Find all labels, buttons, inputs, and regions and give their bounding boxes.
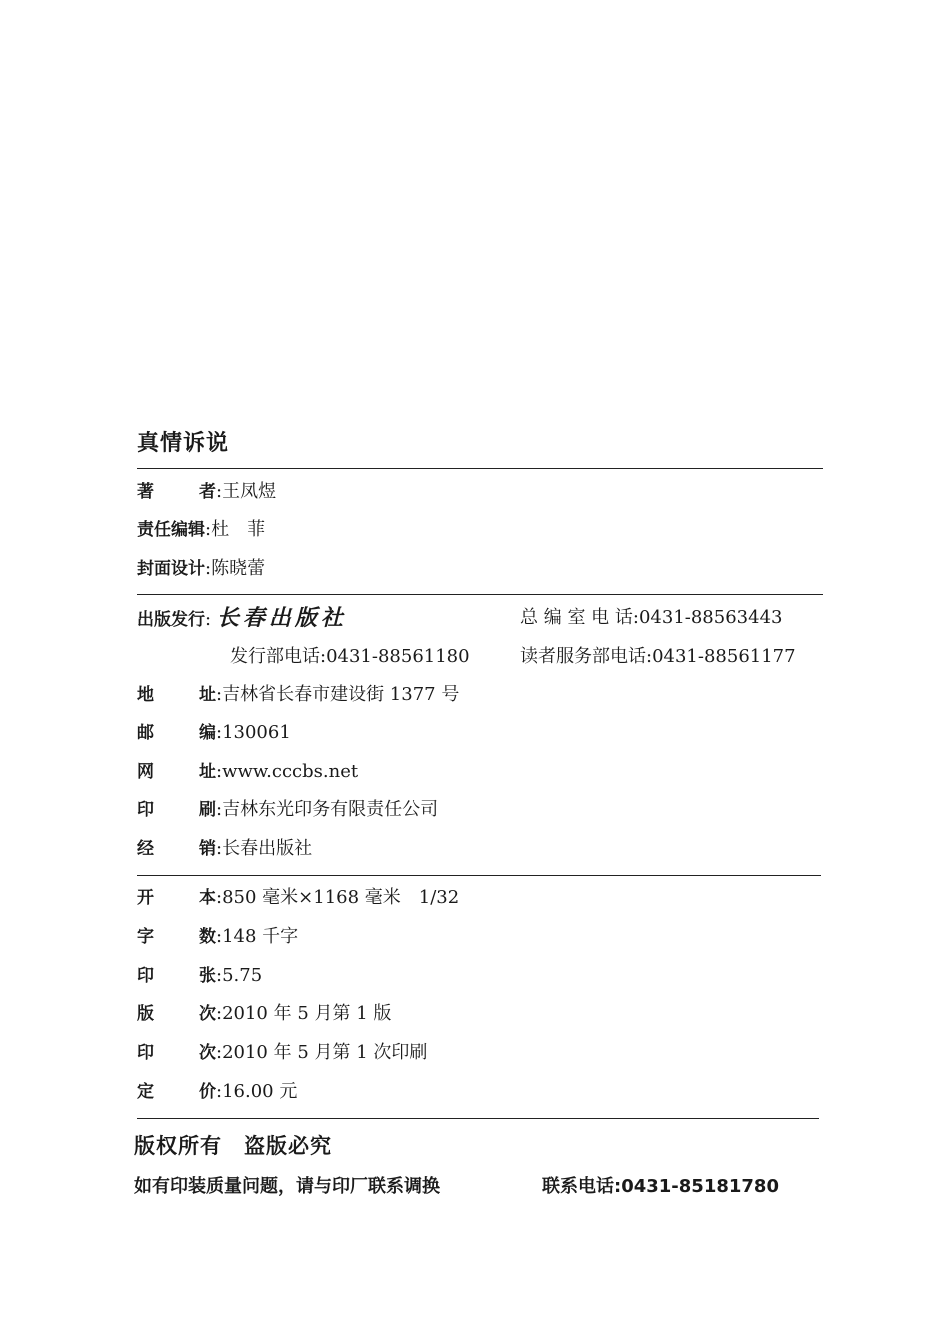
postcode-label-b: 编 bbox=[199, 723, 216, 743]
format-label-b: 本 bbox=[199, 888, 216, 908]
divider-specs bbox=[137, 1118, 819, 1119]
printer-value: 吉林东光印务有限责任公司 bbox=[222, 799, 439, 820]
word-count-value: 148 千字 bbox=[222, 926, 299, 947]
address-value: 吉林省长春市建设街 1377 号 bbox=[222, 684, 460, 705]
seller-value: 长春出版社 bbox=[222, 838, 313, 859]
publisher-row: 出版发行: 长春出版社 bbox=[137, 605, 347, 631]
copyright-notice: 版权所有 盗版必究 bbox=[134, 1134, 332, 1158]
publisher-name-logo: 长春出版社 bbox=[216, 605, 347, 631]
dist-phone: 发行部电话:0431-88561180 bbox=[230, 646, 470, 667]
postcode-row: 邮 编:130061 bbox=[137, 722, 291, 743]
contact-phone-label: 联系电话 bbox=[542, 1176, 614, 1197]
dist-phone-label: 发行部电话 bbox=[230, 646, 320, 667]
contact-phone-value: 0431-85181780 bbox=[621, 1176, 779, 1197]
office-phone-label: 总 编 室 电 话 bbox=[520, 607, 633, 628]
price-row: 定 价:16.00 元 bbox=[137, 1081, 298, 1102]
book-title: 真情诉说 bbox=[137, 431, 230, 456]
price-label-a: 定 bbox=[137, 1082, 154, 1102]
price-label-b: 价 bbox=[199, 1082, 216, 1102]
author-label-b: 者 bbox=[199, 482, 216, 502]
office-phone: 总 编 室 电 话:0431-88563443 bbox=[520, 607, 783, 628]
printer-row: 印 刷:吉林东光印务有限责任公司 bbox=[137, 799, 439, 820]
cover-design-row: 封面设计:陈晓蕾 bbox=[137, 558, 266, 579]
dist-phone-value: 0431-88561180 bbox=[326, 646, 470, 667]
word-count-label-a: 字 bbox=[137, 927, 154, 947]
sheets-label-a: 印 bbox=[137, 966, 154, 986]
seller-label-a: 经 bbox=[137, 839, 154, 859]
author-value: 王凤煜 bbox=[222, 481, 277, 502]
divider-top bbox=[137, 468, 823, 469]
editor-value: 杜 菲 bbox=[211, 519, 266, 540]
printing-label-b: 次 bbox=[199, 1043, 216, 1063]
reader-phone-label: 读者服务部电话 bbox=[520, 646, 646, 667]
postcode-value: 130061 bbox=[222, 722, 291, 743]
format-value: 850 毫米×1168 毫米 1/32 bbox=[222, 887, 460, 908]
contact-phone: 联系电话:0431-85181780 bbox=[542, 1176, 779, 1197]
edition-label-b: 次 bbox=[199, 1004, 216, 1024]
sheets-label-b: 张 bbox=[199, 966, 216, 986]
sheets-value: 5.75 bbox=[222, 965, 263, 986]
seller-row: 经 销:长春出版社 bbox=[137, 838, 313, 859]
office-phone-value: 0431-88563443 bbox=[638, 607, 783, 628]
editor-row: 责任编辑:杜 菲 bbox=[137, 519, 266, 540]
editor-label: 责任编辑 bbox=[137, 520, 205, 540]
printing-label-a: 印 bbox=[137, 1043, 154, 1063]
website-label-b: 址 bbox=[199, 762, 216, 782]
author-row: 著 者:王凤煜 bbox=[137, 481, 277, 502]
website-label-a: 网 bbox=[137, 762, 154, 782]
price-value: 16.00 元 bbox=[222, 1081, 298, 1102]
website-row: 网 址:www.cccbs.net bbox=[137, 761, 359, 782]
quality-note: 如有印装质量问题，请与印厂联系调换 bbox=[134, 1176, 440, 1197]
reader-phone: 读者服务部电话:0431-88561177 bbox=[520, 646, 796, 667]
cover-design-value: 陈晓蕾 bbox=[211, 558, 266, 579]
reader-phone-value: 0431-88561177 bbox=[652, 646, 796, 667]
address-label-a: 地 bbox=[137, 685, 154, 705]
sheets-row: 印 张:5.75 bbox=[137, 965, 263, 986]
format-row: 开 本:850 毫米×1168 毫米 1/32 bbox=[137, 887, 460, 908]
word-count-label-b: 数 bbox=[199, 927, 216, 947]
divider-publisher bbox=[137, 875, 821, 876]
seller-label-b: 销 bbox=[199, 839, 216, 859]
printing-row: 印 次:2010 年 5 月第 1 次印刷 bbox=[137, 1042, 428, 1063]
address-row: 地 址:吉林省长春市建设街 1377 号 bbox=[137, 684, 460, 705]
printer-label-a: 印 bbox=[137, 800, 154, 820]
printing-value: 2010 年 5 月第 1 次印刷 bbox=[222, 1042, 428, 1063]
word-count-row: 字 数:148 千字 bbox=[137, 926, 299, 947]
author-label-a: 著 bbox=[137, 482, 154, 502]
format-label-a: 开 bbox=[137, 888, 154, 908]
divider-credits bbox=[137, 594, 823, 595]
edition-value: 2010 年 5 月第 1 版 bbox=[222, 1003, 392, 1024]
address-label-b: 址 bbox=[199, 685, 216, 705]
edition-label-a: 版 bbox=[137, 1004, 154, 1024]
printer-label-b: 刷 bbox=[199, 800, 216, 820]
publisher-label: 出版发行 bbox=[137, 610, 205, 630]
edition-row: 版 次:2010 年 5 月第 1 版 bbox=[137, 1003, 392, 1024]
cover-design-label: 封面设计 bbox=[137, 559, 205, 579]
postcode-label-a: 邮 bbox=[137, 723, 154, 743]
website-value: www.cccbs.net bbox=[222, 761, 359, 782]
